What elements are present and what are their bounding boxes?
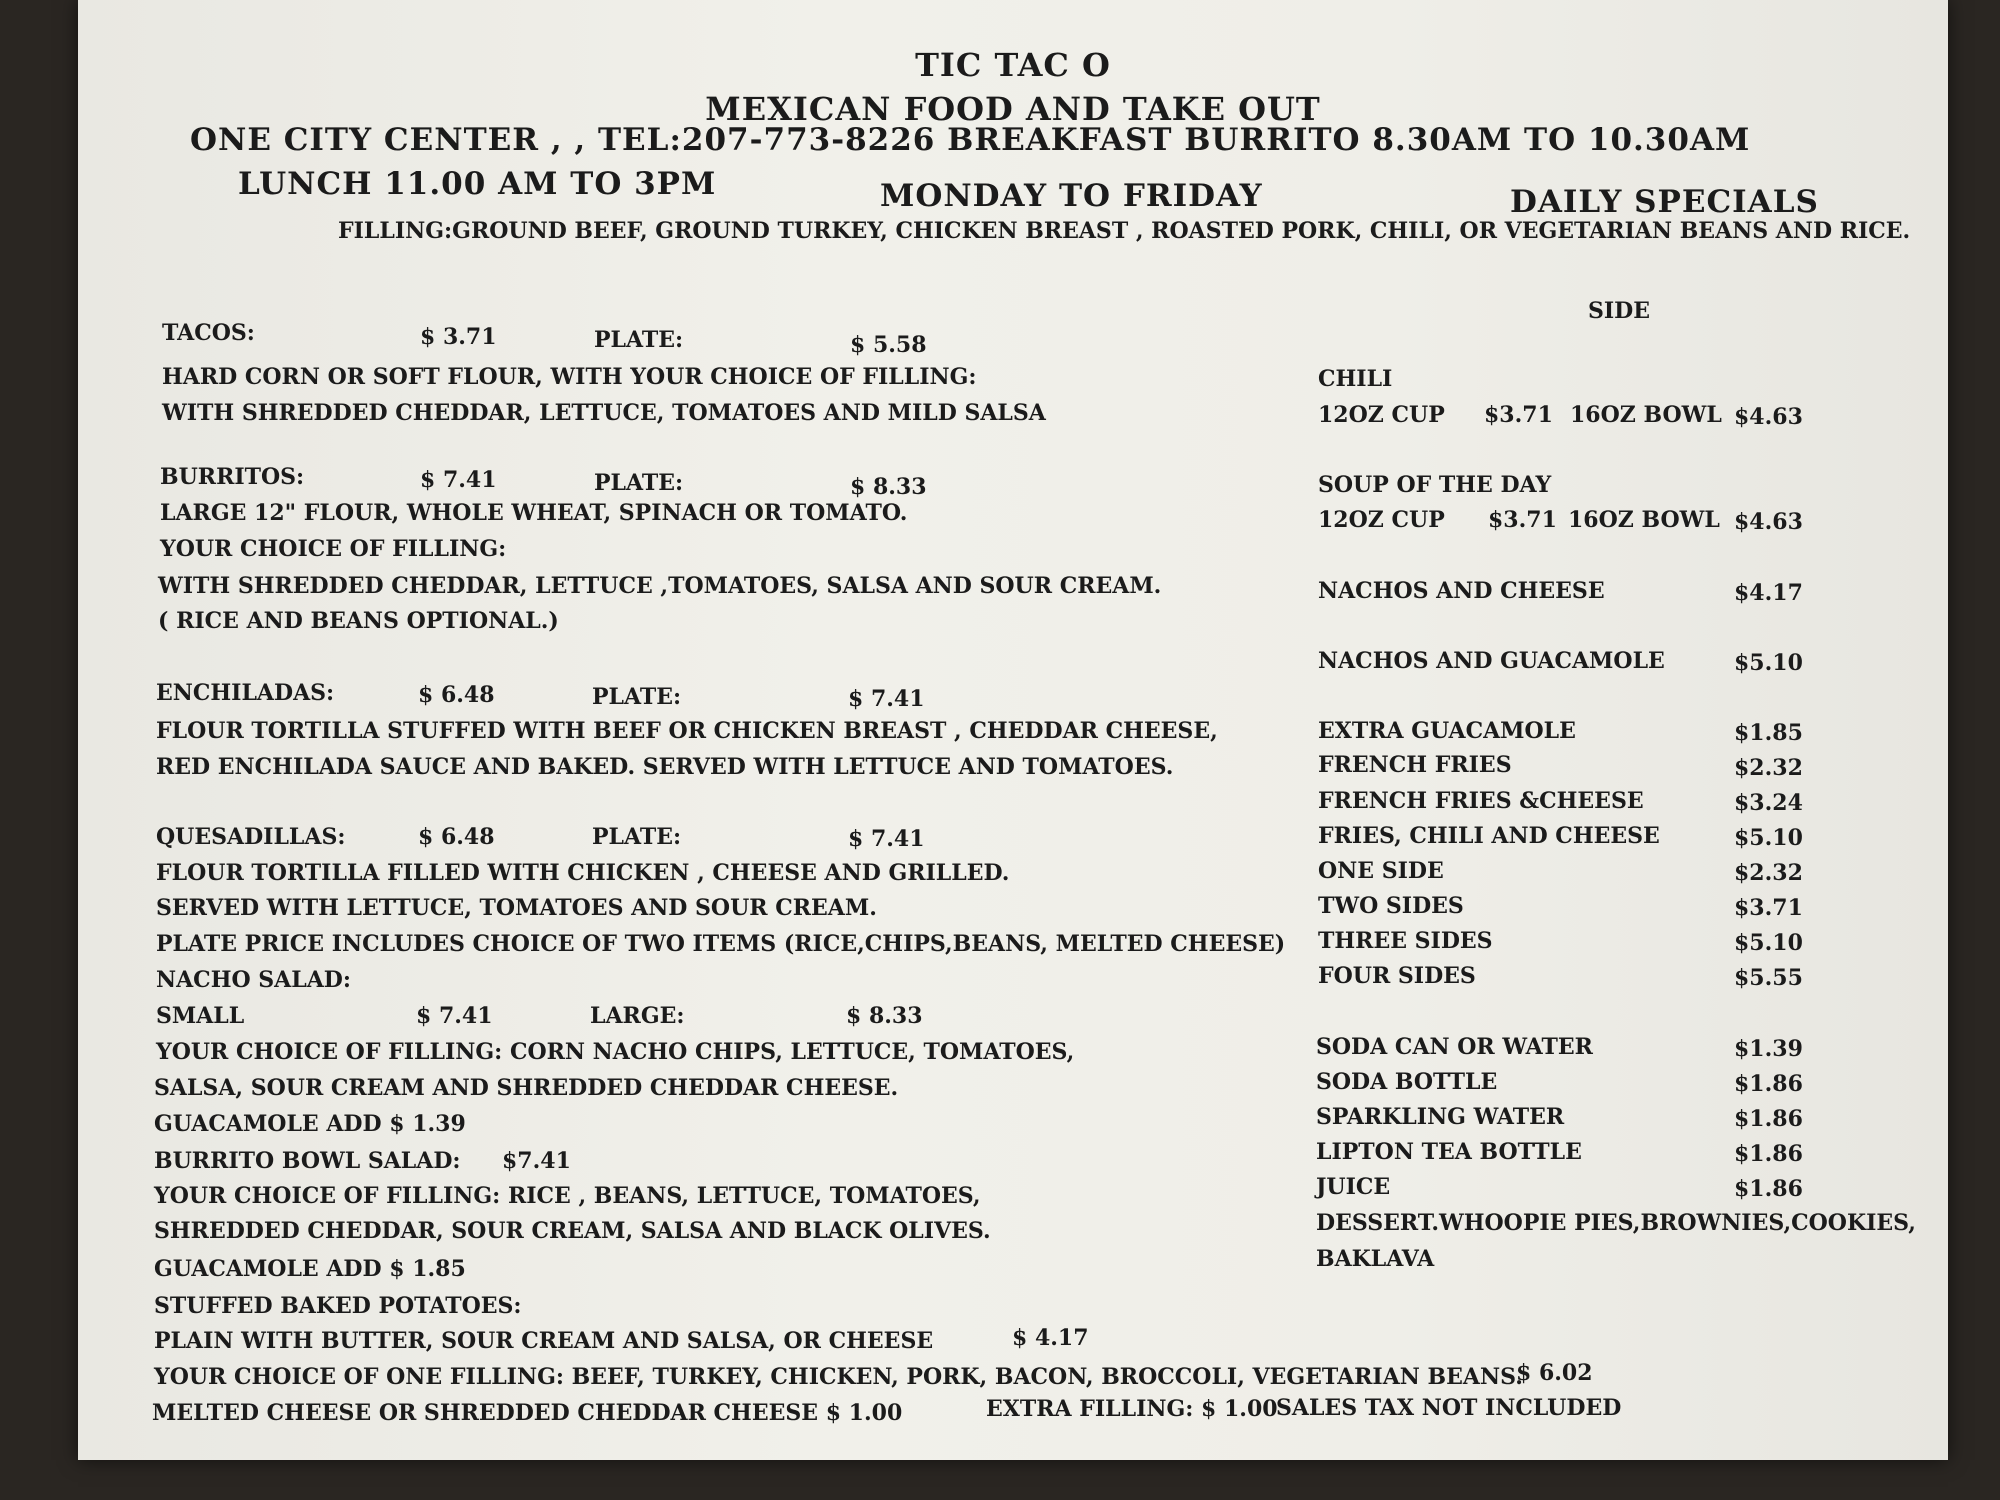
tacos-title: TACOS:: [162, 320, 255, 346]
drink-item-name: SODA CAN OR WATER: [1316, 1034, 1593, 1060]
side-item-price: $2.32: [1734, 755, 1803, 781]
potatoes-title: STUFFED BAKED POTATOES:: [154, 1293, 522, 1319]
soup-title: SOUP OF THE DAY: [1318, 472, 1552, 498]
drink-item-price: $1.86: [1734, 1106, 1803, 1132]
enchiladas-price: $ 6.48: [418, 682, 495, 708]
burritos-desc-1: LARGE 12" FLOUR, WHOLE WHEAT, SPINACH OR TOMATO.: [160, 500, 908, 526]
nacho-salad-small-price: $ 7.41: [416, 1003, 493, 1029]
tacos-price: $ 3.71: [420, 324, 497, 350]
drink-item-name: SODA BOTTLE: [1316, 1069, 1498, 1095]
side-item-name: FRENCH FRIES: [1318, 752, 1512, 778]
enchiladas-desc-1: FLOUR TORTILLA STUFFED WITH BEEF OR CHICKEN BREAST , CHEDDAR CHEESE,: [156, 718, 1218, 744]
nacho-salad-large-price: $ 8.33: [846, 1003, 923, 1029]
enchiladas-plate-label: PLATE:: [592, 684, 682, 710]
burritos-desc-2: YOUR CHOICE OF FILLING:: [160, 536, 507, 562]
soup-bowl-price: $4.63: [1734, 509, 1803, 535]
enchiladas-title: ENCHILADAS:: [156, 680, 335, 706]
drink-item-price: $1.86: [1734, 1141, 1803, 1167]
side-item-price: $4.17: [1734, 580, 1803, 606]
chili-bowl: 16OZ BOWL: [1570, 402, 1722, 428]
tacos-desc-1: HARD CORN OR SOFT FLOUR, WITH YOUR CHOICE OF FILLING:: [162, 364, 977, 390]
burritos-desc-4: ( RICE AND BEANS OPTIONAL.): [158, 608, 559, 634]
soup-cup: 12OZ CUP: [1318, 507, 1445, 533]
chili-title: CHILI: [1318, 366, 1393, 392]
chili-bowl-price: $4.63: [1734, 404, 1803, 430]
restaurant-title: TIC TAC O: [915, 46, 1111, 84]
address-line: ONE CITY CENTER , , TEL:207-773-8226 BREAKFAST BURRITO 8.30AM TO 10.30AM: [190, 122, 1751, 158]
nacho-salad-guac: GUACAMOLE ADD $ 1.39: [154, 1111, 466, 1137]
potatoes-plain: PLAIN WITH BUTTER, SOUR CREAM AND SALSA, OR CHEESE: [154, 1328, 934, 1354]
quesadillas-plate-label: PLATE:: [592, 824, 682, 850]
nacho-salad-desc-2: SALSA, SOUR CREAM AND SHREDDED CHEDDAR CHEESE.: [154, 1075, 899, 1101]
side-item-price: $5.10: [1734, 930, 1803, 956]
restaurant-subtitle: MEXICAN FOOD AND TAKE OUT: [705, 90, 1321, 128]
drink-item-name: JUICE: [1316, 1174, 1391, 1200]
side-item-name: TWO SIDES: [1318, 893, 1464, 919]
burritos-title: BURRITOS:: [160, 464, 305, 490]
potatoes-one-filling: YOUR CHOICE OF ONE FILLING: BEEF, TURKEY, CHICKEN, PORK, BACON, BROCCOLI, VEGETARIAN BEANS.: [154, 1364, 1523, 1390]
burritos-plate-label: PLATE:: [594, 470, 684, 496]
chili-cup: 12OZ CUP: [1318, 402, 1445, 428]
side-item-price: $5.10: [1734, 650, 1803, 676]
drink-item-name: SPARKLING WATER: [1316, 1104, 1565, 1130]
drink-item-price: $1.86: [1734, 1176, 1803, 1202]
burrito-bowl-desc-1: YOUR CHOICE OF FILLING: RICE , BEANS, LETTUCE, TOMATOES,: [154, 1183, 981, 1209]
tacos-desc-2: WITH SHREDDED CHEDDAR, LETTUCE, TOMATOES AND MILD SALSA: [162, 400, 1046, 426]
nacho-salad-desc-1: YOUR CHOICE OF FILLING: CORN NACHO CHIPS, LETTUCE, TOMATOES,: [156, 1039, 1075, 1065]
side-item-name: FRIES, CHILI AND CHEESE: [1318, 823, 1660, 849]
potatoes-plain-price: $ 4.17: [1012, 1325, 1089, 1351]
chili-cup-price: $3.71: [1484, 402, 1553, 428]
nacho-salad-small-label: SMALL: [156, 1003, 245, 1029]
daily-specials: DAILY SPECIALS: [1510, 184, 1819, 220]
quesadillas-desc-1: FLOUR TORTILLA FILLED WITH CHICKEN , CHEESE AND GRILLED.: [156, 860, 1010, 886]
drink-item-price: $1.86: [1734, 1071, 1803, 1097]
quesadillas-plate-price: $ 7.41: [848, 826, 925, 852]
side-item-name: THREE SIDES: [1318, 928, 1493, 954]
extra-filling: EXTRA FILLING: $ 1.00: [986, 1396, 1278, 1422]
side-item-name: FOUR SIDES: [1318, 963, 1476, 989]
side-item-price: $3.24: [1734, 790, 1803, 816]
burritos-price: $ 7.41: [420, 467, 497, 493]
days-open: MONDAY TO FRIDAY: [880, 178, 1263, 214]
drink-item-name: LIPTON TEA BOTTLE: [1316, 1139, 1582, 1165]
side-item-name: FRENCH FRIES &CHEESE: [1318, 788, 1644, 814]
sales-tax-note: SALES TAX NOT INCLUDED: [1276, 1395, 1622, 1421]
quesadillas-price: $ 6.48: [418, 824, 495, 850]
quesadillas-desc-3: PLATE PRICE INCLUDES CHOICE OF TWO ITEMS (RICE,CHIPS,BEANS, MELTED CHEESE): [156, 931, 1286, 957]
tacos-plate-label: PLATE:: [594, 327, 684, 353]
side-item-price: $1.85: [1734, 720, 1803, 746]
side-item-name: EXTRA GUACAMOLE: [1318, 718, 1576, 744]
menu-sheet: [78, 0, 1948, 1460]
potatoes-one-filling-price: $ 6.02: [1516, 1360, 1593, 1386]
burritos-desc-3: WITH SHREDDED CHEDDAR, LETTUCE ,TOMATOES, SALSA AND SOUR CREAM.: [158, 573, 1162, 599]
dessert-line-1: DESSERT.WHOOPIE PIES,BROWNIES,COOKIES,: [1316, 1210, 1916, 1236]
enchiladas-desc-2: RED ENCHILADA SAUCE AND BAKED. SERVED WITH LETTUCE AND TOMATOES.: [156, 754, 1174, 780]
burrito-bowl-guac: GUACAMOLE ADD $ 1.85: [154, 1256, 466, 1282]
lunch-hours: LUNCH 11.00 AM TO 3PM: [238, 166, 717, 202]
side-item-price: $5.10: [1734, 825, 1803, 851]
enchiladas-plate-price: $ 7.41: [848, 686, 925, 712]
tacos-plate-price: $ 5.58: [850, 332, 927, 358]
side-item-name: ONE SIDE: [1318, 858, 1444, 884]
dessert-line-2: BAKLAVA: [1316, 1246, 1435, 1272]
soup-cup-price: $3.71: [1488, 507, 1557, 533]
burrito-bowl-desc-2: SHREDDED CHEDDAR, SOUR CREAM, SALSA AND BLACK OLIVES.: [154, 1218, 991, 1244]
nacho-salad-title: NACHO SALAD:: [156, 967, 351, 993]
nacho-salad-large-label: LARGE:: [590, 1003, 685, 1029]
side-item-name: NACHOS AND GUACAMOLE: [1318, 648, 1665, 674]
quesadillas-desc-2: SERVED WITH LETTUCE, TOMATOES AND SOUR CREAM.: [156, 895, 877, 921]
side-title: SIDE: [1588, 298, 1651, 324]
drink-item-price: $1.39: [1734, 1036, 1803, 1062]
burrito-bowl-title: BURRITO BOWL SALAD:: [154, 1148, 461, 1174]
side-item-price: $5.55: [1734, 965, 1803, 991]
soup-bowl: 16OZ BOWL: [1568, 507, 1720, 533]
filling-options: FILLING:GROUND BEEF, GROUND TURKEY, CHICKEN BREAST , ROASTED PORK, CHILI, OR VEGETARIAN BEANS AND RICE.: [338, 218, 1911, 244]
burritos-plate-price: $ 8.33: [850, 474, 927, 500]
potatoes-melted-cheese: MELTED CHEESE OR SHREDDED CHEDDAR CHEESE $ 1.00: [152, 1400, 903, 1426]
quesadillas-title: QUESADILLAS:: [156, 824, 346, 850]
side-item-price: $3.71: [1734, 895, 1803, 921]
side-item-price: $2.32: [1734, 860, 1803, 886]
side-item-name: NACHOS AND CHEESE: [1318, 578, 1605, 604]
burrito-bowl-price: $7.41: [502, 1148, 571, 1174]
